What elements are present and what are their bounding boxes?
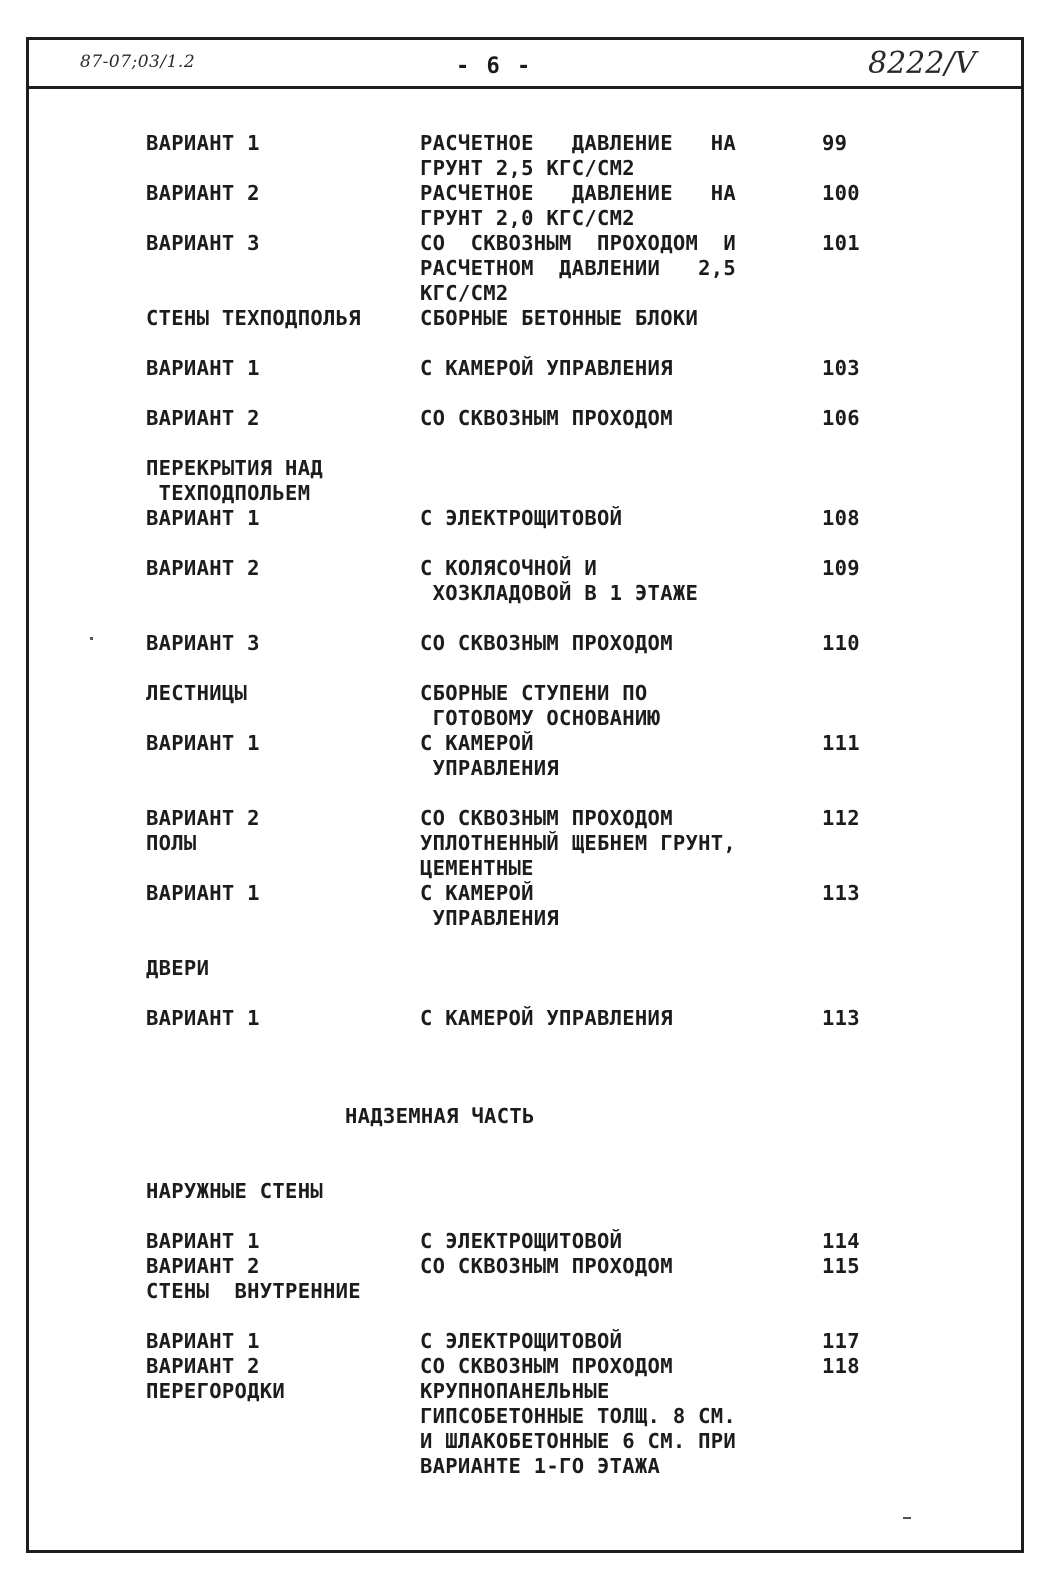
row-description: С КОЛЯСОЧНОЙ И (420, 556, 597, 580)
row-description: И ШЛАКОБЕТОННЫЕ 6 СМ. ПРИ (420, 1429, 737, 1453)
header-divider (26, 86, 1024, 89)
row-description: РАСЧЕТНОЕ ДАВЛЕНИЕ НА (420, 131, 737, 155)
row-page: 99 (822, 131, 848, 155)
section-heading: ЛЕСТНИЦЫ (146, 681, 248, 705)
row-description: КГС/СМ2 (420, 281, 509, 305)
row-label: ВАРИАНТ 2 (146, 181, 260, 205)
row-page: 112 (822, 806, 860, 830)
scan-speck (90, 637, 93, 640)
row-label: ВАРИАНТ 1 (146, 1329, 260, 1353)
section-heading: СТЕНЫ ВНУТРЕННИЕ (146, 1279, 361, 1303)
row-page: 113 (822, 1006, 860, 1030)
section-heading: СТЕНЫ ТЕХПОДПОЛЬЯ (146, 306, 361, 330)
row-description: СО СКВОЗНЫМ ПРОХОДОМ (420, 1254, 673, 1278)
row-description: ГИПСОБЕТОННЫЕ ТОЛЩ. 8 СМ. (420, 1404, 737, 1428)
row-description: ВАРИАНТЕ 1-ГО ЭТАЖА (420, 1454, 661, 1478)
row-description: С КАМЕРОЙ (420, 881, 534, 905)
row-page: 117 (822, 1329, 860, 1353)
row-description: КРУПНОПАНЕЛЬНЫЕ (420, 1379, 610, 1403)
row-label: ВАРИАНТ 1 (146, 881, 260, 905)
row-label: ВАРИАНТ 3 (146, 231, 260, 255)
row-description: УПРАВЛЕНИЯ (420, 756, 560, 780)
section-heading: НАРУЖНЫЕ СТЕНЫ (146, 1179, 323, 1203)
row-description: С КАМЕРОЙ УПРАВЛЕНИЯ (420, 1006, 673, 1030)
row-description: С ЭЛЕКТРОЩИТОВОЙ (420, 1229, 623, 1253)
row-label: ВАРИАНТ 2 (146, 806, 260, 830)
row-description: ГРУНТ 2,0 КГС/СМ2 (420, 206, 635, 230)
row-label: ВАРИАНТ 1 (146, 506, 260, 530)
row-description: ЦЕМЕНТНЫЕ (420, 856, 534, 880)
row-label: ВАРИАНТ 1 (146, 1229, 260, 1253)
row-label: ВАРИАНТ 1 (146, 731, 260, 755)
row-label: ВАРИАНТ 2 (146, 1354, 260, 1378)
row-label: ВАРИАНТ 1 (146, 356, 260, 380)
row-description: СО СКВОЗНЫМ ПРОХОДОМ (420, 1354, 673, 1378)
row-description: СО СКВОЗНЫМ ПРОХОДОМ (420, 806, 673, 830)
row-page: 103 (822, 356, 860, 380)
row-page: 101 (822, 231, 860, 255)
section-heading: ПЕРЕКРЫТИЯ НАД (146, 456, 323, 480)
row-description: УПЛОТНЕННЫЙ ЩЕБНЕМ ГРУНТ, (420, 831, 737, 855)
row-description: С КАМЕРОЙ (420, 731, 534, 755)
row-label: ВАРИАНТ 2 (146, 556, 260, 580)
row-description: СО СКВОЗНЫМ ПРОХОДОМ (420, 631, 673, 655)
section-heading: ПОЛЫ (146, 831, 197, 855)
row-description: СБОРНЫЕ БЕТОННЫЕ БЛОКИ (420, 306, 699, 330)
row-description: СО СКВОЗНЫМ ПРОХОДОМ И (420, 231, 737, 255)
row-page: 110 (822, 631, 860, 655)
row-label: ВАРИАНТ 3 (146, 631, 260, 655)
row-label: ВАРИАНТ 2 (146, 406, 260, 430)
row-page: 108 (822, 506, 860, 530)
sheet-number: 8222/V (868, 46, 977, 81)
page-number: - 6 - (456, 54, 533, 79)
row-description: С КАМЕРОЙ УПРАВЛЕНИЯ (420, 356, 673, 380)
row-description: РАСЧЕТНОМ ДАВЛЕНИИ 2,5 (420, 256, 737, 280)
row-page: 106 (822, 406, 860, 430)
row-page: 113 (822, 881, 860, 905)
row-description: ГОТОВОМУ ОСНОВАНИЮ (420, 706, 661, 730)
row-page: 115 (822, 1254, 860, 1278)
row-description: УПРАВЛЕНИЯ (420, 906, 560, 930)
row-page: 100 (822, 181, 860, 205)
row-label: ВАРИАНТ 1 (146, 1006, 260, 1030)
row-description: С ЭЛЕКТРОЩИТОВОЙ (420, 506, 623, 530)
part-heading: НАДЗЕМНАЯ ЧАСТЬ (345, 1104, 535, 1128)
row-description: СО СКВОЗНЫМ ПРОХОДОМ (420, 406, 673, 430)
row-description: ГРУНТ 2,5 КГС/СМ2 (420, 156, 635, 180)
row-description: РАСЧЕТНОЕ ДАВЛЕНИЕ НА (420, 181, 737, 205)
row-description: СБОРНЫЕ СТУПЕНИ ПО (420, 681, 648, 705)
row-page: 114 (822, 1229, 860, 1253)
row-label: ВАРИАНТ 1 (146, 131, 260, 155)
row-label: ВАРИАНТ 2 (146, 1254, 260, 1278)
scan-speck (903, 1517, 911, 1519)
row-page: 109 (822, 556, 860, 580)
section-heading: ДВЕРИ (146, 956, 210, 980)
row-description: ХОЗКЛАДОВОЙ В 1 ЭТАЖЕ (420, 581, 699, 605)
section-heading: ПЕРЕГОРОДКИ (146, 1379, 286, 1403)
document-code: 87-07;03/1.2 (80, 52, 196, 72)
row-description: С ЭЛЕКТРОЩИТОВОЙ (420, 1329, 623, 1353)
row-page: 118 (822, 1354, 860, 1378)
row-page: 111 (822, 731, 860, 755)
section-heading: ТЕХПОДПОЛЬЕМ (146, 481, 311, 505)
